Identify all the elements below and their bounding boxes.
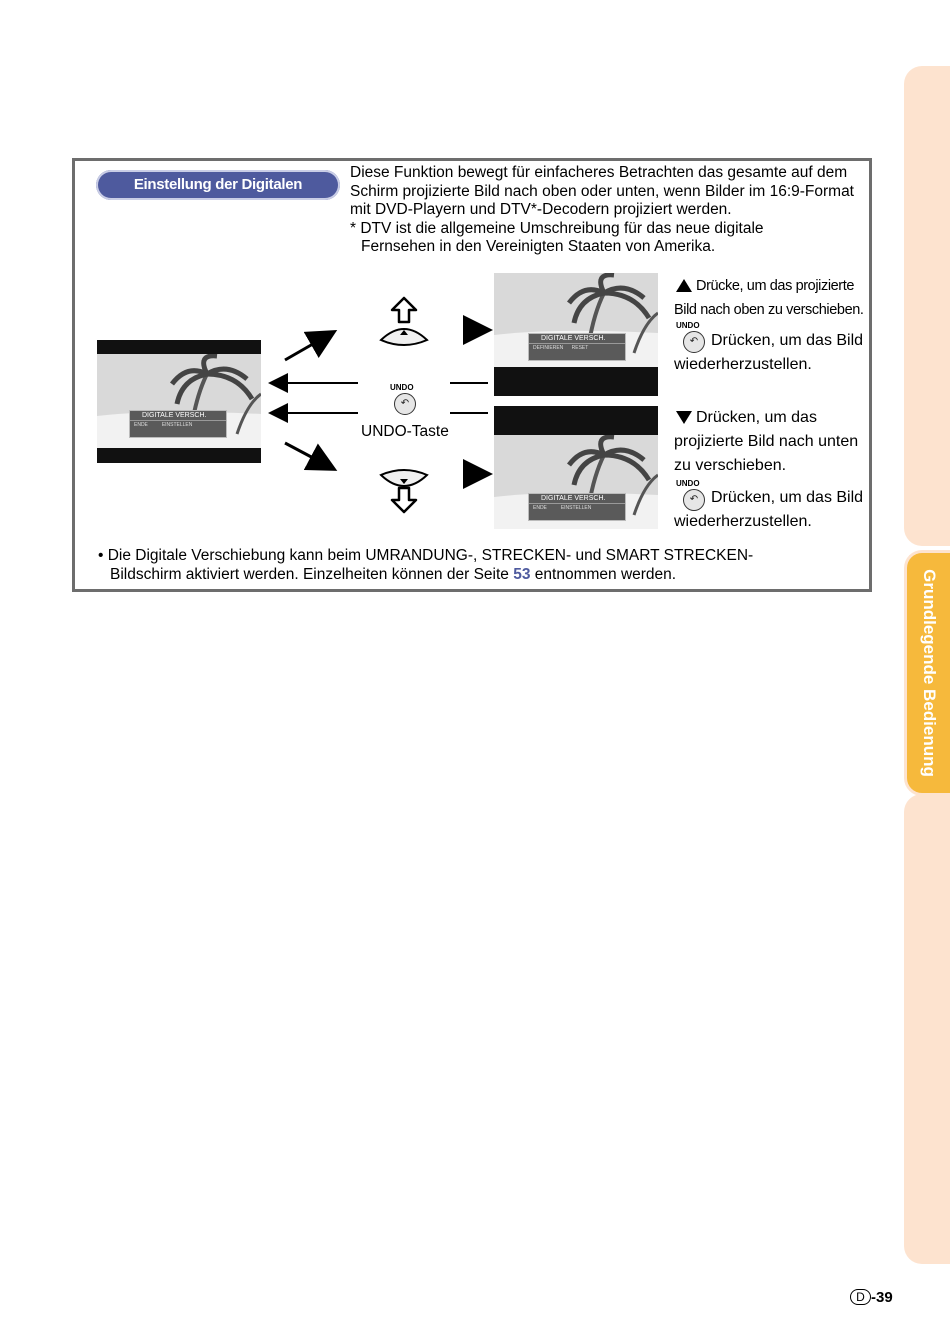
menu-item-ende: ENDE	[134, 422, 148, 428]
menu-title: DIGITALE VERSCH.	[529, 494, 625, 504]
page-number-value: -39	[871, 1289, 893, 1306]
note-line1: • Die Digitale Verschiebung kann beim UMRANDUNG-, STRECKEN- und SMART STRECKEN-	[98, 547, 754, 564]
undo-button-down[interactable]: ↶	[683, 489, 705, 511]
up-undo-line1: Drücken, um das Bild	[711, 332, 864, 349]
menu-item-einstellen: EINSTELLEN	[560, 505, 592, 511]
screen-shifted-up	[494, 273, 658, 396]
menu-item-reset: RESET	[571, 345, 589, 351]
intro-paragraph: Diese Funktion bewegt für einfacheres Betrachten das gesamte auf dem Schirm projizierte Bild nach oben oder unten, wenn Bilder im 16:9-Format mit DVD-Playern und DTV*-Decodern projiziert werden.	[350, 164, 854, 219]
side-tab-bottom	[904, 794, 950, 1264]
note-line2	[98, 565, 858, 584]
side-tab-top	[904, 66, 950, 546]
screen-menu	[528, 333, 626, 361]
undo-label-down: UNDO	[676, 479, 700, 488]
menu-item-definieren: DEFINIEREN	[533, 345, 564, 351]
down-desc-line3: zu verschieben.	[674, 457, 787, 474]
screen-picture	[494, 435, 658, 529]
section-title: Einstellung der Digitalen Verschiebung	[96, 170, 340, 200]
screen-menu	[129, 410, 227, 438]
undo-label-up: UNDO	[676, 321, 700, 330]
menu-title: DIGITALE VERSCH.	[130, 411, 226, 421]
menu-item-ende: ENDE	[533, 505, 547, 511]
screen-normal	[97, 340, 261, 463]
down-undo-line1: Drücken, um das Bild	[711, 489, 864, 506]
down-desc-line1: Drücken, um das	[696, 409, 817, 426]
note-line2-post: entnommen werden.	[534, 566, 677, 583]
down-desc-line2: projizierte Bild nach unten	[674, 433, 859, 450]
up-undo-line2: wiederherzustellen.	[674, 356, 812, 373]
bullet-note	[98, 546, 858, 584]
undo-button-center[interactable]: ↶	[394, 393, 416, 415]
menu-item-einstellen: EINSTELLEN	[161, 422, 193, 428]
screen-shifted-down	[494, 406, 658, 529]
menu-title: DIGITALE VERSCH.	[529, 334, 625, 344]
menu-row	[130, 421, 226, 429]
note-line2-pre: Bildschirm aktiviert werden. Einzelheiten können der Seite	[110, 566, 509, 583]
up-desc-line1: Drücke, um das projizierte	[696, 278, 855, 294]
language-badge: D	[850, 1289, 871, 1305]
down-undo-line2: wiederherzustellen.	[674, 513, 812, 530]
up-desc-line2: Bild nach oben zu verschieben.	[674, 302, 864, 318]
side-tab-label: Grundlegende Bedienung	[919, 569, 939, 777]
page-reference-link[interactable]: 53	[513, 566, 531, 583]
intro-note-line2: Fernsehen in den Vereinigten Staaten von Amerika.	[361, 238, 716, 256]
intro-text	[350, 164, 860, 257]
page-number	[850, 1289, 893, 1306]
menu-row	[529, 504, 625, 512]
screen-menu	[528, 493, 626, 521]
screen-picture	[97, 354, 261, 448]
undo-button-up[interactable]: ↶	[683, 331, 705, 353]
undo-label-center: UNDO	[390, 383, 414, 392]
menu-row	[529, 344, 625, 352]
intro-note-line1: * DTV ist die allgemeine Umschreibung für das neue digitale	[350, 219, 764, 237]
note-line1-text: Die Digitale Verschiebung kann beim UMRANDUNG-, STRECKEN- und SMART STRECKEN-	[107, 547, 754, 564]
screen-picture	[494, 273, 658, 367]
undo-key-caption: UNDO-Taste	[361, 423, 449, 440]
side-tab-grundlegende-bedienung[interactable]	[904, 550, 950, 796]
